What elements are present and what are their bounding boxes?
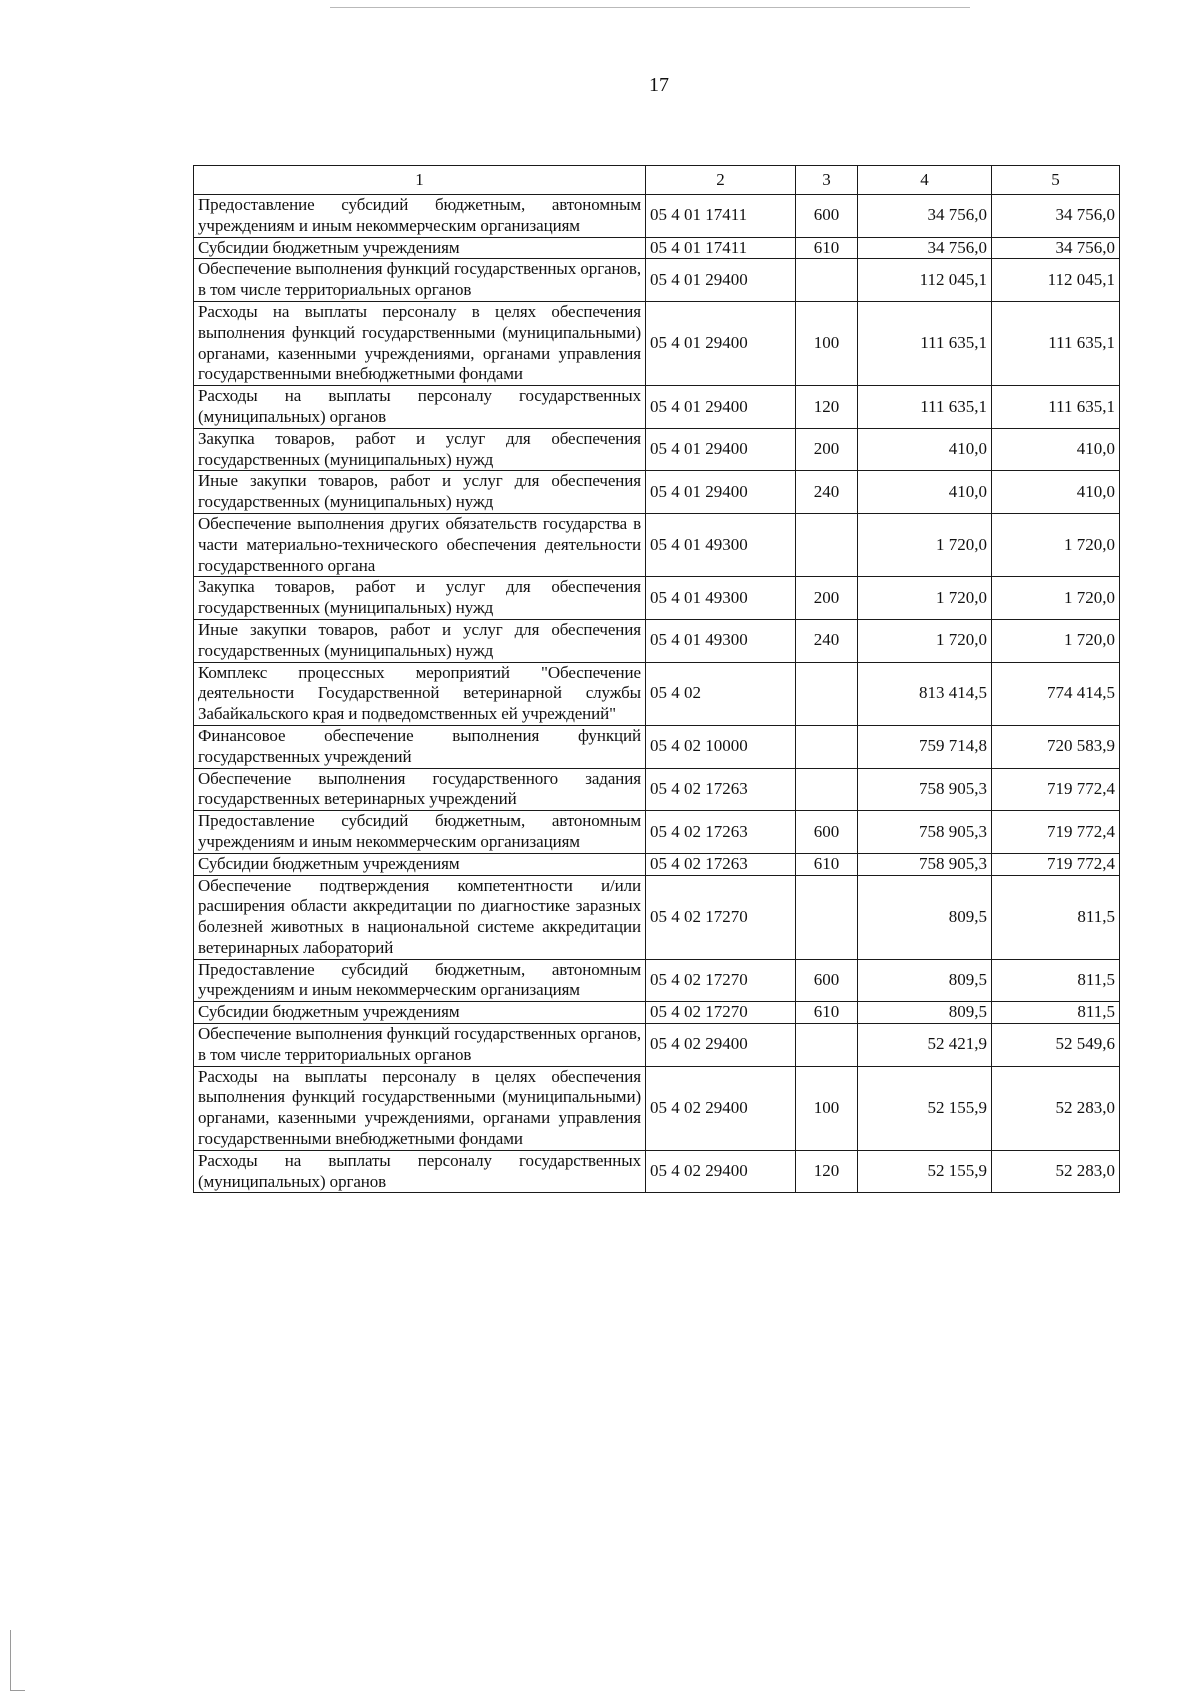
row-amount-col4-cell: 52 155,9 [858,1150,992,1193]
table-row [194,301,1120,385]
table-row [194,513,1120,576]
row-name-cell: Иные закупки товаров, работ и услуг для обеспечения государственных (муниципальных) нужд [194,619,646,662]
row-name-cell: Финансовое обеспечение выполнения функций государственных учреждений [194,725,646,768]
row-amount-col5-cell: 111 635,1 [992,386,1120,429]
row-name-cell: Расходы на выплаты персоналу в целях обеспечения выполнения функций государственными (муниципальными) органами, казенными учреждениями, органами управления государственными внебюджетными фондами [194,301,646,385]
row-expense-type-cell: 600 [796,959,858,1002]
table-row [194,662,1120,725]
page-number: 17 [649,74,669,96]
table-row [194,471,1120,514]
row-name-cell: Обеспечение выполнения функций государственных органов, в том числе территориальных органов [194,259,646,302]
row-amount-col5-cell: 1 720,0 [992,619,1120,662]
row-amount-col5-cell: 811,5 [992,959,1120,1002]
row-code-cell: 05 4 01 17411 [646,237,796,259]
table-row [194,725,1120,768]
table-row [194,259,1120,302]
table-row [194,195,1120,238]
row-name-cell: Закупка товаров, работ и услуг для обеспечения государственных (муниципальных) нужд [194,577,646,620]
row-expense-type-cell: 100 [796,301,858,385]
row-amount-col4-cell: 410,0 [858,471,992,514]
row-expense-type-cell: 200 [796,428,858,471]
header-col-1: 1 [194,166,646,195]
table-row [194,428,1120,471]
row-name-cell: Обеспечение подтверждения компетентности и/или расширения области аккредитации по диагностике заразных болезней животных в национальной системе аккредитации ветеринарных лабораторий [194,875,646,959]
row-amount-col4-cell: 758 905,3 [858,853,992,875]
row-name-cell: Расходы на выплаты персоналу в целях обеспечения выполнения функций государственными (муниципальными) органами, казенными учреждениями, органами управления государственными внебюджетными фондами [194,1066,646,1150]
row-amount-col5-cell: 52 283,0 [992,1066,1120,1150]
table-row [194,1150,1120,1193]
table-row [194,959,1120,1002]
row-amount-col5-cell: 112 045,1 [992,259,1120,302]
row-amount-col4-cell: 410,0 [858,428,992,471]
table-row [194,619,1120,662]
table-row [194,577,1120,620]
row-code-cell: 05 4 02 29400 [646,1150,796,1193]
header-col-2: 2 [646,166,796,195]
table-row [194,768,1120,811]
row-amount-col4-cell: 111 635,1 [858,386,992,429]
row-expense-type-cell: 610 [796,853,858,875]
row-amount-col4-cell: 112 045,1 [858,259,992,302]
row-amount-col4-cell: 758 905,3 [858,768,992,811]
header-row [194,166,1120,195]
row-code-cell: 05 4 02 17270 [646,875,796,959]
row-code-cell: 05 4 02 10000 [646,725,796,768]
row-expense-type-cell: 610 [796,1002,858,1024]
row-expense-type-cell [796,725,858,768]
row-code-cell: 05 4 01 29400 [646,301,796,385]
budget-table [193,165,1120,1193]
row-amount-col5-cell: 719 772,4 [992,811,1120,854]
row-code-cell: 05 4 01 29400 [646,386,796,429]
row-expense-type-cell: 600 [796,195,858,238]
row-amount-col5-cell: 34 756,0 [992,237,1120,259]
row-name-cell: Предоставление субсидий бюджетным, автономным учреждениям и иным некоммерческим организациям [194,811,646,854]
row-expense-type-cell: 610 [796,237,858,259]
row-amount-col4-cell: 758 905,3 [858,811,992,854]
row-expense-type-cell: 240 [796,619,858,662]
table-row [194,811,1120,854]
table-row [194,853,1120,875]
row-name-cell: Предоставление субсидий бюджетным, автономным учреждениям и иным некоммерческим организациям [194,959,646,1002]
table-row [194,875,1120,959]
row-code-cell: 05 4 02 29400 [646,1066,796,1150]
row-name-cell: Расходы на выплаты персоналу государственных (муниципальных) органов [194,1150,646,1193]
row-amount-col5-cell: 774 414,5 [992,662,1120,725]
row-amount-col4-cell: 34 756,0 [858,237,992,259]
row-code-cell: 05 4 01 29400 [646,471,796,514]
row-name-cell: Обеспечение выполнения других обязательств государства в части материально-технического обеспечения деятельности государственного органа [194,513,646,576]
row-expense-type-cell: 120 [796,1150,858,1193]
row-expense-type-cell: 100 [796,1066,858,1150]
row-expense-type-cell: 200 [796,577,858,620]
row-code-cell: 05 4 01 49300 [646,513,796,576]
row-name-cell: Субсидии бюджетным учреждениям [194,1002,646,1024]
table-body [194,195,1120,1193]
row-expense-type-cell [796,662,858,725]
row-expense-type-cell: 240 [796,471,858,514]
scan-top-rule [330,7,970,8]
row-name-cell: Иные закупки товаров, работ и услуг для обеспечения государственных (муниципальных) нужд [194,471,646,514]
row-amount-col5-cell: 720 583,9 [992,725,1120,768]
table-row [194,1002,1120,1024]
row-amount-col5-cell: 811,5 [992,1002,1120,1024]
row-name-cell: Обеспечение выполнения функций государственных органов, в том числе территориальных органов [194,1024,646,1067]
row-amount-col4-cell: 809,5 [858,1002,992,1024]
row-code-cell: 05 4 01 49300 [646,619,796,662]
row-amount-col4-cell: 1 720,0 [858,513,992,576]
table-row [194,386,1120,429]
row-code-cell: 05 4 02 17263 [646,853,796,875]
row-amount-col4-cell: 759 714,8 [858,725,992,768]
row-code-cell: 05 4 01 17411 [646,195,796,238]
row-expense-type-cell [796,259,858,302]
row-expense-type-cell: 600 [796,811,858,854]
row-code-cell: 05 4 02 [646,662,796,725]
row-amount-col4-cell: 34 756,0 [858,195,992,238]
row-amount-col5-cell: 52 283,0 [992,1150,1120,1193]
row-amount-col4-cell: 52 421,9 [858,1024,992,1067]
row-amount-col5-cell: 410,0 [992,471,1120,514]
row-code-cell: 05 4 01 49300 [646,577,796,620]
row-expense-type-cell [796,768,858,811]
row-amount-col4-cell: 813 414,5 [858,662,992,725]
row-amount-col4-cell: 52 155,9 [858,1066,992,1150]
row-amount-col5-cell: 1 720,0 [992,577,1120,620]
row-expense-type-cell [796,513,858,576]
row-name-cell: Субсидии бюджетным учреждениям [194,237,646,259]
row-amount-col4-cell: 1 720,0 [858,577,992,620]
header-col-5: 5 [992,166,1120,195]
row-code-cell: 05 4 01 29400 [646,259,796,302]
row-amount-col4-cell: 809,5 [858,959,992,1002]
row-amount-col4-cell: 809,5 [858,875,992,959]
row-name-cell: Закупка товаров, работ и услуг для обеспечения государственных (муниципальных) нужд [194,428,646,471]
row-amount-col4-cell: 111 635,1 [858,301,992,385]
scan-margin-mark [10,1630,25,1691]
row-expense-type-cell: 120 [796,386,858,429]
row-name-cell: Расходы на выплаты персоналу государственных (муниципальных) органов [194,386,646,429]
row-code-cell: 05 4 02 17270 [646,1002,796,1024]
table-row [194,1066,1120,1150]
row-code-cell: 05 4 02 17263 [646,768,796,811]
row-amount-col5-cell: 52 549,6 [992,1024,1120,1067]
row-code-cell: 05 4 02 29400 [646,1024,796,1067]
row-name-cell: Обеспечение выполнения государственного задания государственных ветеринарных учреждений [194,768,646,811]
row-amount-col5-cell: 811,5 [992,875,1120,959]
row-name-cell: Предоставление субсидий бюджетным, автономным учреждениям и иным некоммерческим организациям [194,195,646,238]
row-code-cell: 05 4 02 17263 [646,811,796,854]
row-code-cell: 05 4 01 29400 [646,428,796,471]
row-amount-col4-cell: 1 720,0 [858,619,992,662]
table-row [194,1024,1120,1067]
row-amount-col5-cell: 34 756,0 [992,195,1120,238]
row-amount-col5-cell: 719 772,4 [992,853,1120,875]
header-col-3: 3 [796,166,858,195]
row-name-cell: Комплекс процессных мероприятий "Обеспечение деятельности Государственной ветеринарной службы Забайкальского края и подведомственных ей учреждений" [194,662,646,725]
row-code-cell: 05 4 02 17270 [646,959,796,1002]
row-amount-col5-cell: 410,0 [992,428,1120,471]
header-col-4: 4 [858,166,992,195]
row-amount-col5-cell: 719 772,4 [992,768,1120,811]
row-name-cell: Субсидии бюджетным учреждениям [194,853,646,875]
row-expense-type-cell [796,875,858,959]
row-amount-col5-cell: 111 635,1 [992,301,1120,385]
row-amount-col5-cell: 1 720,0 [992,513,1120,576]
table-row [194,237,1120,259]
row-expense-type-cell [796,1024,858,1067]
